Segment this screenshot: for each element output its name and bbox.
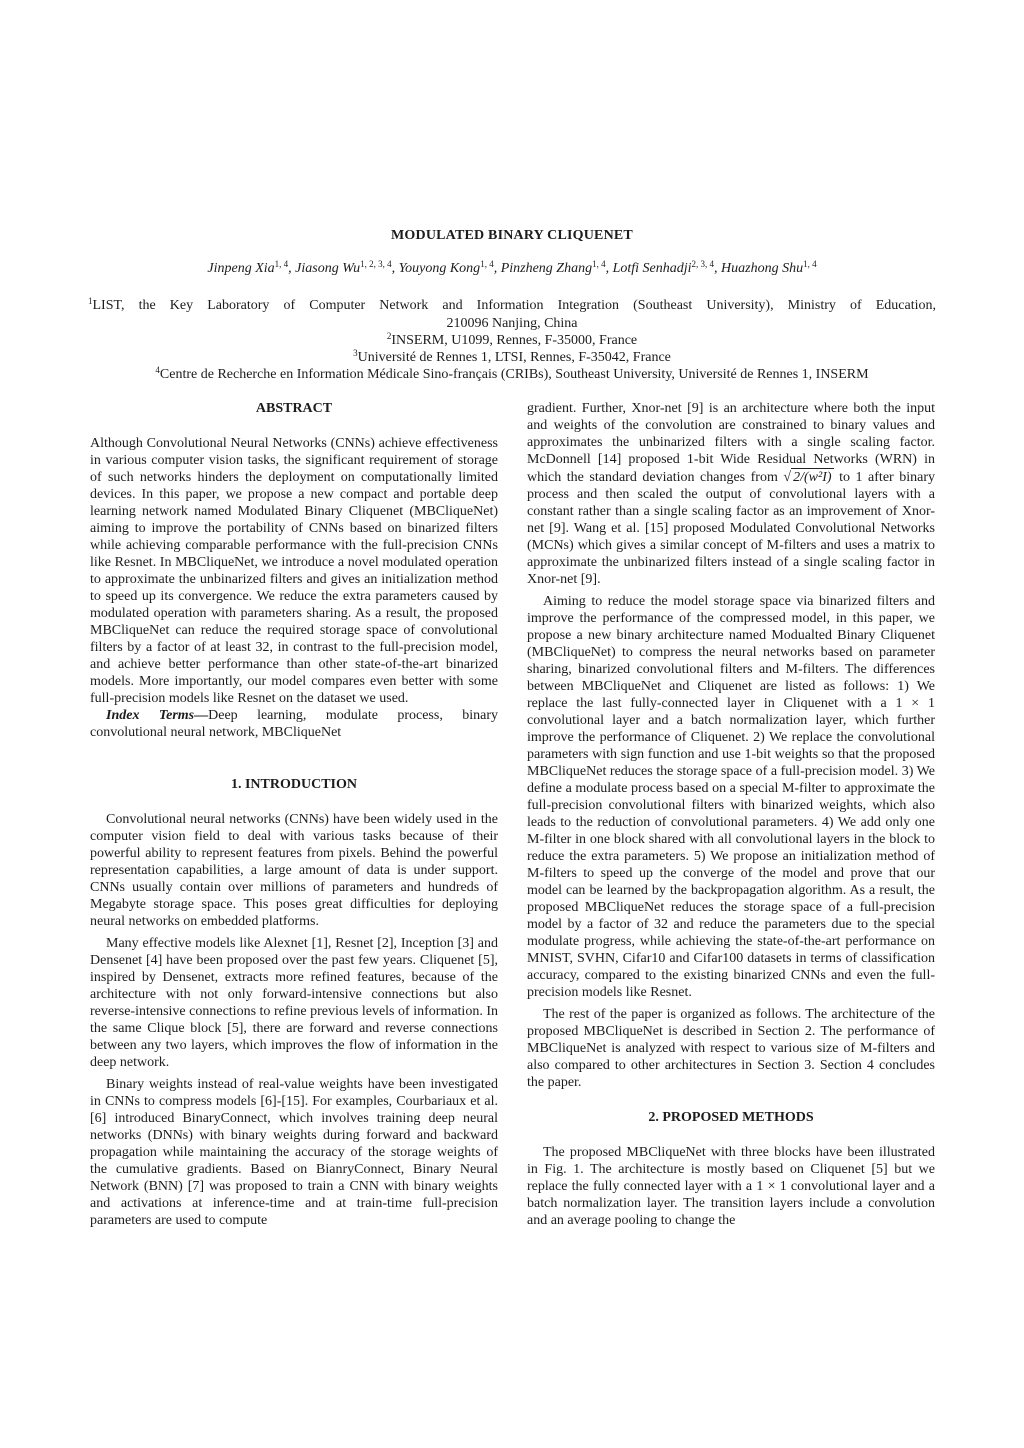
author-name: Pinzheng Zhang (500, 261, 593, 276)
author-affiliation-marker: 1, 2, 3, 4 (360, 259, 392, 269)
right-column (527, 400, 935, 1229)
intro-paragraph-1: Convolutional neural networks (CNNs) have been widely used in the computer vision field to deal with various tasks because of their powerful ability to represent features from pixels. Behind the powerful representation capabilities, a large amount of data is under support. CNNs usually contain over millions of parameters and hundreds of Megabyte storage space. This poses great difficulties for deploying neural networks on embedded platforms. (90, 812, 498, 929)
abstract-text: Although Convolutional Neural Networks (CNNs) achieve effectiveness in various computer vision tasks, the significant requirement of storage of such networks hinders the deployment on computationally limited devices. In this paper, we propose a new compact and portable deep learning network named Modulated Binary Cliquenet (MBCliqueNet) aiming to improve the portability of CNNs based on binarized filters while achieving comparable performance with the full-precision CNNs like Resnet. In MBCliqueNet, we introduce a novel modulated operation to approximate the unbinarized filters and gives an initialization method to speed up its convergence. We reduce the extra parameters caused by modulated operation with parameters sharing. As a result, the proposed MBCliqueNet can reduce the required storage space of convolutional filters by a factor of at least 32, in contrast to the full-precision model, and achieve better performance than other state-of-the-art binarized models. More importantly, our model compares even better with some full-precision models like Resnet on the dataset we used. (90, 436, 498, 706)
author-list: Jinpeng Xia$^{1, 4}$, Jiasong Wu$^{1, 2, 3, 4}$, Youyong Kong$^{1, 4}$, Pinzheng Zhang$^{1, 4}$, Lotfi Senhadji$^{2, 3, 4}$, Huazhong Shu$^{1, 4}$ (207, 259, 817, 276)
author-affiliation-marker: 1, 4 (274, 259, 289, 269)
intro-heading: 1. INTRODUCTION (230, 777, 357, 792)
affiliation-4: $^4$Centre de Recherche en Information Médicale Sino-français (CRIBs), Southeast University, Université de Rennes 1, INSERM (155, 365, 869, 382)
index-terms: Index Terms—Deep learning, modulate process, binary convolutional neural network, MBCliqueNet (90, 708, 498, 740)
author-affiliation-marker: 2, 3, 4 (691, 259, 715, 269)
left-column (90, 400, 498, 1229)
sqrt-formula: 2/(w²I) (793, 470, 832, 485)
intro-paragraph-2: Many effective models like Alexnet [1], Resnet [2], Inception [3] and Densenet [4] have been proposed over the past few years. Cliquenet [5], inspired by Densenet, extracts more refined features, because of the architecture with not only forward-intensive connections but also reverse-intensive connections to refine previous levels of information. In the same Clique block [5], there are forward and reverse connections between any two layers, which improves the flow of information in the deep network. (90, 936, 498, 1070)
author-affiliation-marker: 1, 4 (480, 259, 494, 269)
author-name: Huazhong Shu (721, 261, 804, 276)
affiliation-1: $^1$LIST, the Key Laboratory of Computer Network and Information Integration (Southeast University), Ministry of Education, (88, 296, 936, 313)
intro-paragraph-4: Aiming to reduce the model storage space via binarized filters and improve the performance of the compressed model, in this paper, we propose a new binary architecture named Modualted Binary Cliquenet (MBCliqueNet) to compress the neural networks based on parameter sharing, binarized convolutional filters and M-filters. The differences between MBCliqueNet and Cliquenet are listed as follows: 1) We replace the last fully-connected layer in Cliquenet with a 1 × 1 convolutional layer and a batch normalization layer, which further improve the performance of Cliquenet. 2) We replace the convolutional parameters with sign function and use 1-bit weights so that the proposed MBCliqueNet reduces the storage space of a full-precision model. 3) We define a modulate process based on a special M-filter to approximate the full-precision convolutional filters with binarized weights, which also leads to the reduction of convolutional parameters. 4) We add only one M-filter in one block shared with all convolutional layers in the block to reduce the extra parameters. 5) We propose an initialization method of M-filters to speed up the converge of the model and prove that our model can be learned by the backpropagation algorithm. As a result, the proposed MBCliqueNet reduces the storage space of a full-precision model by a factor of 32 and reduce the parameters due to the special modulate progress, while achieving the state-of-the-art performance on MNIST, SVHN, Cifar10 and Cifar100 datasets in terms of classification accuracy, compared to the existing binarized CNNs and even the full-precision models like Resnet. (527, 594, 935, 1000)
affiliation-1-city: 210096 Nanjing, China (446, 316, 578, 331)
affiliation-2: $^2$INSERM, U1099, Rennes, F-35000, France (386, 331, 638, 348)
affiliation-3: $^3$Université de Rennes 1, LTSI, Rennes, F-35042, France (353, 348, 671, 365)
author-affiliation-marker: 1, 4 (803, 259, 817, 269)
author-name: Youyong Kong (398, 261, 481, 276)
abstract-heading: ABSTRACT (255, 401, 333, 416)
author-name: Jinpeng Xia (207, 261, 275, 276)
author-affiliation-marker: 1, 4 (592, 259, 606, 269)
intro-paragraph-3-continued: gradient. Further, Xnor-net [9] is an architecture where both the input and weights of the convolution are constrained to binary values and approximates the unbinarized filters with a single scaling factor. McDonnell [14] proposed 1-bit Wide Residual Networks (WRN) in which the standard deviation changes from √ 2/(w²I) to 1 after binary process and then scaled the output of convolutional layers with a constant rather than a single scaling factor as an improvement of Xnor-net [9]. Wang et al. [15] proposed Modulated Convolutional Networks (MCNs) which gives a similar concept of M-filters and uses a matrix to approximate the unbinarized filters instead of a single scaling factor in Xnor-net [9]. (527, 401, 936, 587)
author-name: Lotfi Senhadji (612, 261, 692, 276)
author-name: Jiasong Wu (295, 261, 361, 276)
methods-heading: 2. PROPOSED METHODS (648, 1110, 814, 1125)
methods-paragraph-1: The proposed MBCliqueNet with three blocks have been illustrated in Fig. 1. The architecture is mostly based on Cliquenet [5] but we replace the fully connected layer with a 1 × 1 convolutional layer and a batch normalization layer. The transition layers include a convolution and an average pooling to change the (527, 1145, 935, 1228)
intro-paragraph-5: The rest of the paper is organized as follows. The architecture of the proposed MBCliqueNet is described in Section 2. The performance of MBCliqueNet is analyzed with respect to various size of M-filters and also compared to other architectures in Section 3. Section 4 concludes the paper. (527, 1007, 935, 1090)
intro-paragraph-3: Binary weights instead of real-value weights have been investigated in CNNs to compress models [6]-[15]. For examples, Courbariaux et al. [6] introduced BinaryConnect, which involves training deep neural networks (DNNs) with binary weights during forward and backward propagation while maintaining the accuracy of the storage weights of the cumulative gradients. Based on BianryConnect, Binary Neural Network (BNN) [7] was proposed to train a CNN with binary weights and activations at inference-time and at train-time full-precision parameters are used to compute (90, 1077, 498, 1228)
paper-title: MODULATED BINARY CLIQUENET (391, 228, 633, 243)
